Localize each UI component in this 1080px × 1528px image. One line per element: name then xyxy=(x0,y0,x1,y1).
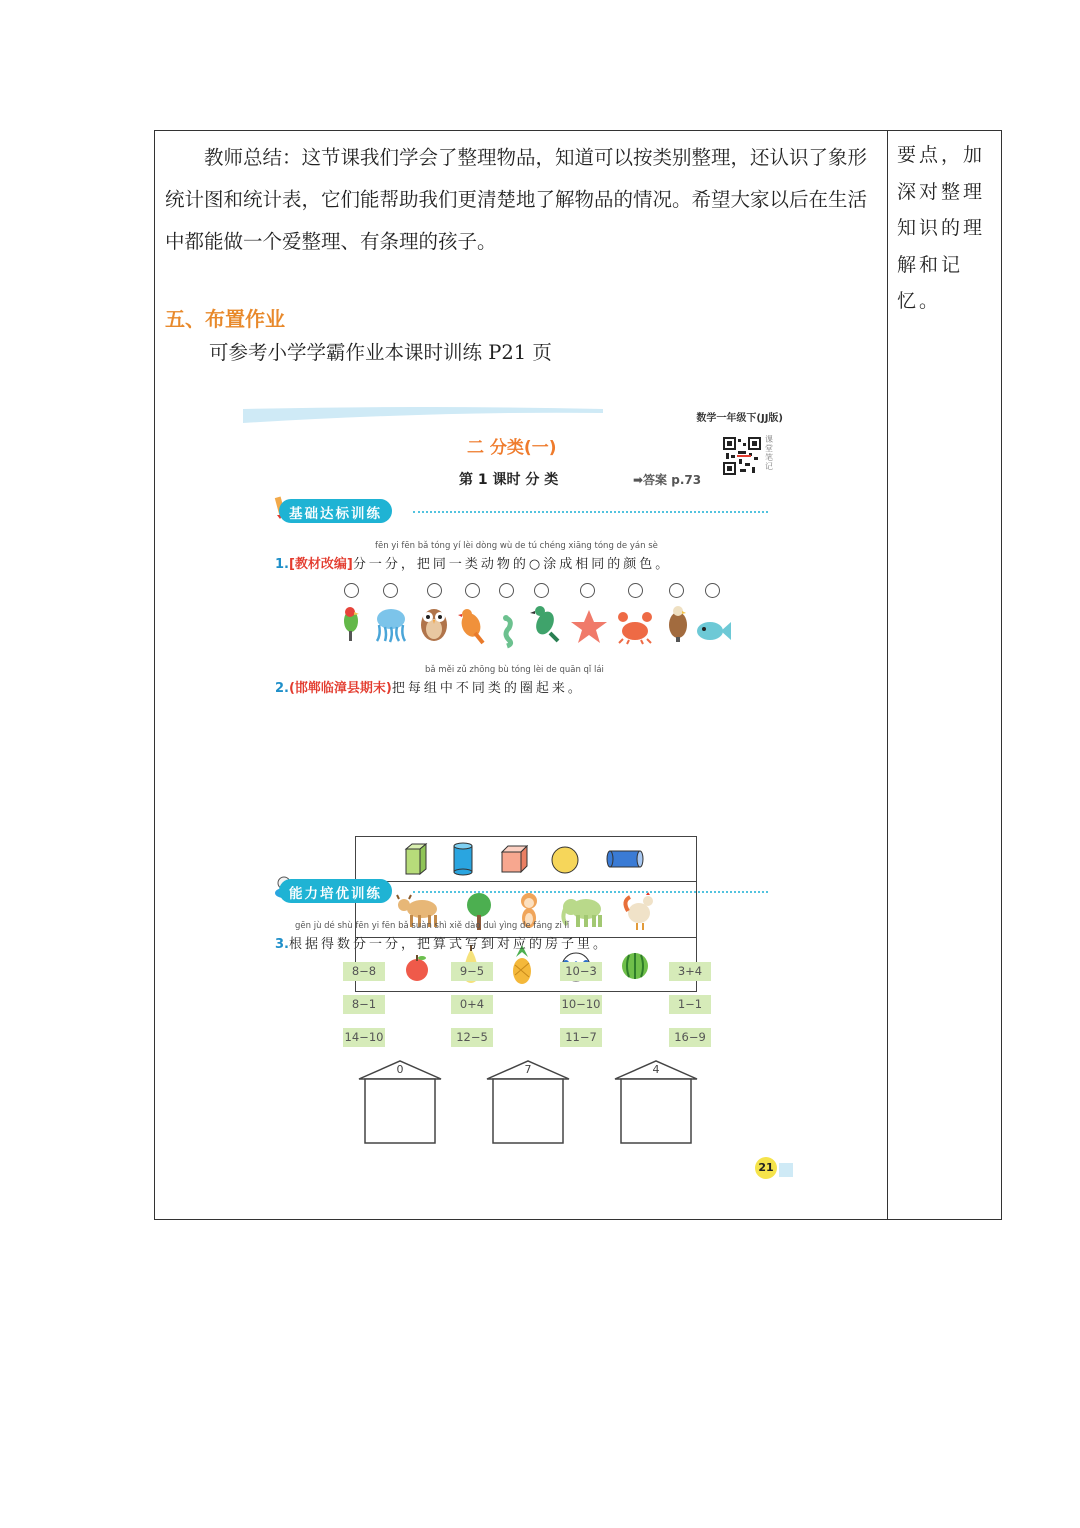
equation-tile[interactable]: 16−9 xyxy=(669,1028,711,1047)
starfish-icon xyxy=(569,607,609,647)
equation-tile[interactable]: 14−10 xyxy=(343,1028,385,1047)
equation-tile[interactable]: 3+4 xyxy=(669,962,711,981)
q2-text: 把每组中不同类的圈起来。 xyxy=(391,681,584,696)
answer-circle[interactable] xyxy=(499,583,514,598)
qr-code-icon xyxy=(723,437,761,475)
page-number: 21 xyxy=(755,1157,777,1179)
lying-cylinder-icon[interactable] xyxy=(606,849,646,869)
house-label: 7 xyxy=(524,1063,532,1076)
q3-number: 3. xyxy=(275,937,289,952)
equation-tile[interactable]: 12−5 xyxy=(451,1028,493,1047)
grade-label: 数学一年级下(JJ版) xyxy=(696,413,783,424)
jellyfish-icon xyxy=(371,605,411,645)
fish-icon xyxy=(695,611,733,651)
parrot-icon xyxy=(337,605,367,645)
eagle-icon xyxy=(663,603,693,643)
dotted-rule xyxy=(413,891,768,893)
q2-tag: (邯郸临漳县期末) xyxy=(288,681,392,696)
equation-tile[interactable]: 10−3 xyxy=(560,962,602,981)
worksheet-image xyxy=(243,401,803,1191)
dotted-rule xyxy=(413,511,768,513)
answer-circle[interactable] xyxy=(534,583,549,598)
corner-decoration xyxy=(779,1163,793,1177)
bird-icon xyxy=(457,605,487,645)
equation-tile[interactable]: 10−10 xyxy=(560,995,602,1014)
q3-pinyin: gēn jù dé shù fēn yi fēn bǎ suàn shì xiě dào duì yìng de fáng zi lǐ xyxy=(295,921,570,931)
q1-tag: [教材改编] xyxy=(288,557,353,572)
answer-house[interactable] xyxy=(485,1059,571,1145)
rooster-icon[interactable] xyxy=(622,891,658,931)
question-2 xyxy=(275,677,584,696)
question-3 xyxy=(275,933,609,952)
cylinder-icon[interactable] xyxy=(452,842,474,876)
lesson-table xyxy=(154,130,1002,1220)
answer-house[interactable] xyxy=(613,1059,699,1145)
section-band-basic: 基础达标训练 xyxy=(279,499,392,523)
lesson-title: 第 1 课时 分 类 xyxy=(459,472,559,488)
q1-text: 分一分，把同一类动物的○涂成相同的颜色。 xyxy=(352,557,672,572)
owl-icon xyxy=(417,603,451,643)
equation-tile[interactable]: 11−7 xyxy=(560,1028,602,1047)
watermelon-icon[interactable] xyxy=(620,951,650,981)
column-divider xyxy=(887,131,888,1219)
sphere-icon[interactable] xyxy=(550,845,580,875)
homework-reference: 可参考小学学霸作业本课时训练 P21 页 xyxy=(209,341,552,364)
answer-reference: ➡答案 p.73 xyxy=(633,473,702,487)
q3-text: 根据得数分一分，把算式写到对应的房子里。 xyxy=(288,937,609,952)
equation-tile[interactable]: 8−1 xyxy=(343,995,385,1014)
answer-circle[interactable] xyxy=(427,583,442,598)
q2-number: 2. xyxy=(275,681,289,696)
answer-circle[interactable] xyxy=(344,583,359,598)
question-1 xyxy=(275,553,671,572)
equation-tile[interactable]: 1−1 xyxy=(669,995,711,1014)
q2-pinyin: bǎ měi zǔ zhōng bù tóng lèi de quān qǐ lái xyxy=(425,665,604,675)
header-wave-decoration xyxy=(243,407,603,425)
teacher-summary: 教师总结：这节课我们学会了整理物品，知道可以按类别整理，还认识了象形统计图和统计表，它们能帮助我们更清楚地了解物品的情况。希望大家以后在生活中都能做一个爱整理、有条理的孩子。 xyxy=(165,146,868,253)
answer-circle[interactable] xyxy=(628,583,643,598)
equation-tile[interactable]: 0+4 xyxy=(451,995,493,1014)
classification-grid xyxy=(355,836,697,992)
answer-circle[interactable] xyxy=(580,583,595,598)
section-title: 五、布置作业 xyxy=(165,307,285,331)
cuboid-icon[interactable] xyxy=(404,843,428,875)
answer-circle[interactable] xyxy=(383,583,398,598)
house-label: 0 xyxy=(396,1063,404,1076)
side-note: 要点，加深对整理知识的理解和记忆。 xyxy=(897,144,986,312)
answer-circle[interactable] xyxy=(705,583,720,598)
answer-house[interactable] xyxy=(357,1059,443,1145)
cube-icon[interactable] xyxy=(500,845,528,873)
equation-tile[interactable]: 8−8 xyxy=(343,962,385,981)
section-band-advanced: 能力培优训练 xyxy=(279,879,392,903)
equation-tile[interactable]: 9−5 xyxy=(451,962,493,981)
q1-pinyin: fēn yi fēn bǎ tóng yí lèi dòng wù de tú chéng xiāng tóng de yán sè xyxy=(375,541,658,551)
house-label: 4 xyxy=(652,1063,660,1076)
apple-icon[interactable] xyxy=(402,953,432,983)
seahorse-icon xyxy=(495,611,517,651)
answer-circle[interactable] xyxy=(465,583,480,598)
crab-icon xyxy=(615,607,655,647)
main-cell xyxy=(165,137,877,263)
answer-circle[interactable] xyxy=(669,583,684,598)
green-bird-icon xyxy=(528,603,562,643)
q1-number: 1. xyxy=(275,557,289,572)
qr-note: 课堂笔记 xyxy=(765,435,773,471)
unit-title: 二 分类(一) xyxy=(467,438,557,458)
